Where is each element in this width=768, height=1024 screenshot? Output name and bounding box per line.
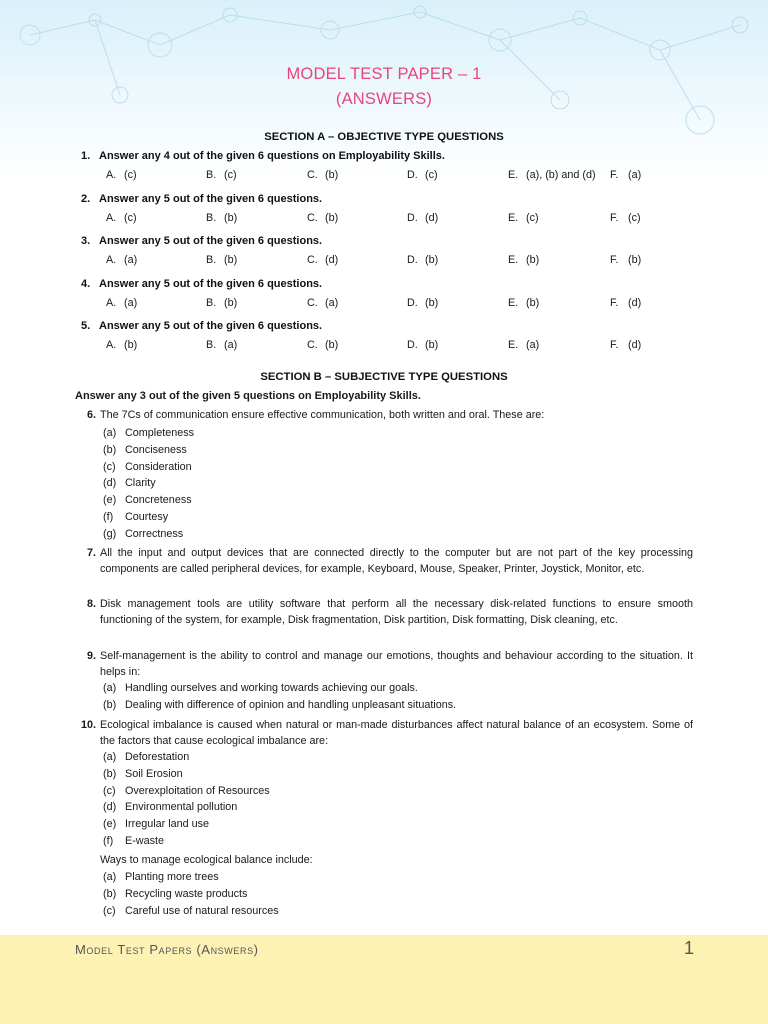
option-answer: (d) <box>628 339 642 351</box>
answer-option <box>407 254 438 266</box>
question-number: 7. <box>86 547 96 559</box>
option-answer: (c) <box>628 211 641 224</box>
list-item <box>103 509 168 525</box>
option-letter: D. <box>407 254 418 266</box>
list-item <box>103 903 279 919</box>
question-heading <box>81 320 322 332</box>
option-letter: C. <box>307 296 318 309</box>
answer-option <box>610 169 641 181</box>
option-answer: (b) <box>425 339 439 351</box>
answer-option <box>407 339 438 351</box>
answer-option <box>307 212 338 224</box>
list-item-marker: (c) <box>103 784 116 797</box>
option-answer: (c) <box>224 169 237 181</box>
option-answer: (b) <box>224 254 238 266</box>
answer-option <box>307 169 338 181</box>
page-title: MODEL TEST PAPER – 1 <box>286 65 482 83</box>
answer-option <box>206 339 237 351</box>
answer-option <box>610 339 641 351</box>
question-number: 9. <box>86 650 96 662</box>
list-item-marker: (d) <box>103 477 117 490</box>
list-item-text: Recycling waste products <box>125 887 248 900</box>
list-item <box>103 492 192 508</box>
answer-row <box>106 254 666 268</box>
option-letter: A. <box>106 254 117 266</box>
list-item-marker: (g) <box>103 527 117 540</box>
option-letter: B. <box>206 169 217 181</box>
answer-option <box>508 339 539 351</box>
option-letter: E. <box>508 211 519 224</box>
answer-option <box>106 254 137 266</box>
question-text: Answer any 5 out of the given 6 questions. <box>99 320 323 332</box>
option-letter: D. <box>407 339 418 351</box>
option-letter: E. <box>508 254 519 266</box>
answer-option <box>206 254 237 266</box>
question-10-text: Ecological imbalance is caused when natural or man-made disturbances affect natural balance of an ecosystem. Some of the factors that cause ecological imbalance are: <box>100 719 693 748</box>
list-item <box>103 816 209 832</box>
page-subtitle: (ANSWERS) <box>335 90 433 108</box>
list-item <box>103 425 194 441</box>
question-heading <box>81 235 322 247</box>
question-text: Answer any 4 out of the given 6 questions on Employability Skills. <box>99 150 445 162</box>
list-item-marker: (a) <box>103 427 117 439</box>
list-item <box>103 799 237 815</box>
answer-row <box>106 297 666 311</box>
option-answer: (a) <box>224 339 238 351</box>
list-item-marker: (e) <box>103 818 117 831</box>
answer-option <box>307 339 338 351</box>
question-number: 8. <box>86 598 96 610</box>
option-answer: (a) <box>526 339 540 351</box>
question-number: 2. <box>81 192 91 205</box>
option-answer: (c) <box>425 169 438 181</box>
list-item <box>103 697 456 713</box>
option-answer: (b) <box>325 169 339 181</box>
answer-option <box>508 169 596 181</box>
answer-row <box>106 212 666 226</box>
option-letter: C. <box>307 211 318 224</box>
option-letter: F. <box>610 339 619 351</box>
question-8-text: Disk management tools are utility software that perform all the necessary disk-related functions to ensure smooth functioning of the system, for example, Disk fragmentation, Disk partition, Disk formatting, Disk cleaning, etc. <box>100 598 693 627</box>
option-letter: A. <box>106 296 117 309</box>
option-letter: C. <box>307 254 318 266</box>
option-answer: (b) <box>224 211 238 224</box>
list-item <box>103 869 219 885</box>
option-answer: (b) <box>628 254 642 266</box>
answer-option <box>407 297 438 309</box>
option-letter: B. <box>206 254 217 266</box>
list-item-marker: (e) <box>103 494 117 507</box>
question-9-text: Self-management is the ability to control and manage our emotions, thoughts and behaviour according to the situation. It helps in: <box>100 650 693 679</box>
question-text: Answer any 5 out of the given 6 questions. <box>99 277 323 290</box>
option-answer: (d) <box>425 211 439 224</box>
answer-option <box>206 212 237 224</box>
list-item <box>103 475 156 491</box>
option-letter: D. <box>407 211 418 224</box>
option-letter: F. <box>610 254 619 266</box>
option-answer: (a), (b) and (d) <box>526 169 596 181</box>
answer-option <box>610 212 641 224</box>
list-item-text: Correctness <box>125 527 184 540</box>
option-letter: C. <box>307 169 318 181</box>
option-answer: (a) <box>124 254 138 266</box>
question-text: Answer any 5 out of the given 6 questions. <box>99 192 323 205</box>
answer-option <box>106 169 137 181</box>
list-item <box>103 442 187 458</box>
list-item-text: Handling ourselves and working towards achieving our goals. <box>125 682 418 694</box>
option-letter: F. <box>610 296 619 309</box>
answer-option <box>407 169 438 181</box>
question-number: 4. <box>81 277 91 290</box>
list-item-text: Clarity <box>125 477 156 490</box>
option-letter: D. <box>407 296 418 309</box>
question-number: 10. <box>80 719 96 731</box>
question-text: Answer any 5 out of the given 6 questions. <box>99 235 323 247</box>
list-item <box>103 680 418 696</box>
page-number: 1 <box>684 938 695 958</box>
section-b-intro: Answer any 3 out of the given 5 questions on Employability Skills. <box>75 390 421 402</box>
question-heading <box>81 193 322 205</box>
list-item-marker: (c) <box>103 904 116 917</box>
option-answer: (b) <box>224 296 238 309</box>
answer-option <box>307 297 338 309</box>
question-7-text: All the input and output devices that are connected directly to the computer but are not part of the key processing components are called peripheral devices, for example, Keyboard, Mouse, Speaker, Printer, Joystick, Monitor, etc. <box>100 547 693 576</box>
list-item-text: Courtesy <box>125 511 169 523</box>
option-letter: A. <box>106 211 117 224</box>
list-item <box>103 783 270 799</box>
list-item <box>103 833 164 849</box>
answer-row <box>106 169 666 183</box>
option-letter: A. <box>106 339 117 351</box>
answer-option <box>610 297 641 309</box>
option-letter: A. <box>106 169 117 181</box>
list-item-text: E-waste <box>125 835 165 847</box>
option-answer: (b) <box>425 254 439 266</box>
question-number: 1. <box>81 150 91 162</box>
option-answer: (b) <box>124 339 138 351</box>
list-item-text: Soil Erosion <box>125 767 183 780</box>
question-heading <box>81 278 322 290</box>
option-answer: (d) <box>325 254 339 266</box>
list-item <box>103 459 192 475</box>
answer-option <box>206 169 237 181</box>
option-answer: (a) <box>325 296 339 309</box>
section-a-heading: SECTION A – OBJECTIVE TYPE QUESTIONS <box>264 131 504 143</box>
list-item-text: Deforestation <box>125 751 190 763</box>
question-number: 6. <box>86 409 96 421</box>
answer-option <box>307 254 338 266</box>
option-letter: F. <box>610 169 619 181</box>
list-item-marker: (a) <box>103 871 117 883</box>
option-answer: (a) <box>628 169 642 181</box>
answer-option <box>106 212 137 224</box>
section-b-heading: SECTION B – SUBJECTIVE TYPE QUESTIONS <box>260 371 508 383</box>
answer-option <box>508 254 539 266</box>
option-letter: F. <box>610 211 619 224</box>
list-item-text: Completeness <box>125 427 195 439</box>
list-item <box>103 749 189 765</box>
option-answer: (c) <box>124 211 137 224</box>
footer-title: Model Test Papers (Answers) <box>75 942 259 957</box>
list-item-text: Careful use of natural resources <box>125 904 279 917</box>
list-item-marker: (f) <box>103 511 114 523</box>
option-letter: E. <box>508 339 519 351</box>
list-item-marker: (b) <box>103 443 117 456</box>
list-item-marker: (c) <box>103 460 116 473</box>
answer-option <box>610 254 641 266</box>
list-item-marker: (d) <box>103 801 117 814</box>
answer-option <box>508 297 539 309</box>
option-answer: (b) <box>425 296 439 309</box>
answer-option <box>106 339 137 351</box>
list-item-text: Planting more trees <box>125 871 219 883</box>
answer-row <box>106 339 666 353</box>
list-item-text: Conciseness <box>125 443 187 456</box>
list-item <box>103 526 183 542</box>
option-letter: E. <box>508 296 519 309</box>
answer-option <box>106 297 137 309</box>
option-answer: (d) <box>628 296 642 309</box>
option-letter: D. <box>407 169 418 181</box>
list-item-marker: (b) <box>103 887 117 900</box>
answer-option <box>206 297 237 309</box>
list-item-text: Environmental pollution <box>125 801 238 814</box>
option-answer: (a) <box>124 296 138 309</box>
option-answer: (b) <box>325 339 339 351</box>
list-item-text: Irregular land use <box>125 818 210 831</box>
list-item-marker: (b) <box>103 698 117 711</box>
question-number: 3. <box>81 235 91 247</box>
answer-option <box>508 212 539 224</box>
option-letter: E. <box>508 169 519 181</box>
option-answer: (b) <box>526 254 540 266</box>
question-6-text: The 7Cs of communication ensure effective communication, both written and oral. These are: <box>100 409 545 421</box>
option-answer: (b) <box>526 296 540 309</box>
list-item-marker: (a) <box>103 751 117 763</box>
ways-label: Ways to manage ecological balance include: <box>100 854 313 866</box>
answer-option <box>407 212 438 224</box>
list-item-marker: (f) <box>103 835 114 847</box>
option-letter: B. <box>206 211 217 224</box>
option-answer: (c) <box>124 169 137 181</box>
list-item-text: Dealing with difference of opinion and handling unpleasant situations. <box>125 698 457 711</box>
question-number: 5. <box>81 320 91 332</box>
option-answer: (c) <box>526 211 539 224</box>
list-item <box>103 766 183 782</box>
option-letter: B. <box>206 339 217 351</box>
option-letter: C. <box>307 339 318 351</box>
list-item-text: Concreteness <box>125 494 192 507</box>
list-item <box>103 886 247 902</box>
list-item-marker: (b) <box>103 767 117 780</box>
list-item-text: Overexploitation of Resources <box>125 784 270 797</box>
option-answer: (b) <box>325 211 339 224</box>
option-letter: B. <box>206 296 217 309</box>
question-heading <box>81 150 445 162</box>
list-item-text: Consideration <box>125 460 192 473</box>
list-item-marker: (a) <box>103 682 117 694</box>
